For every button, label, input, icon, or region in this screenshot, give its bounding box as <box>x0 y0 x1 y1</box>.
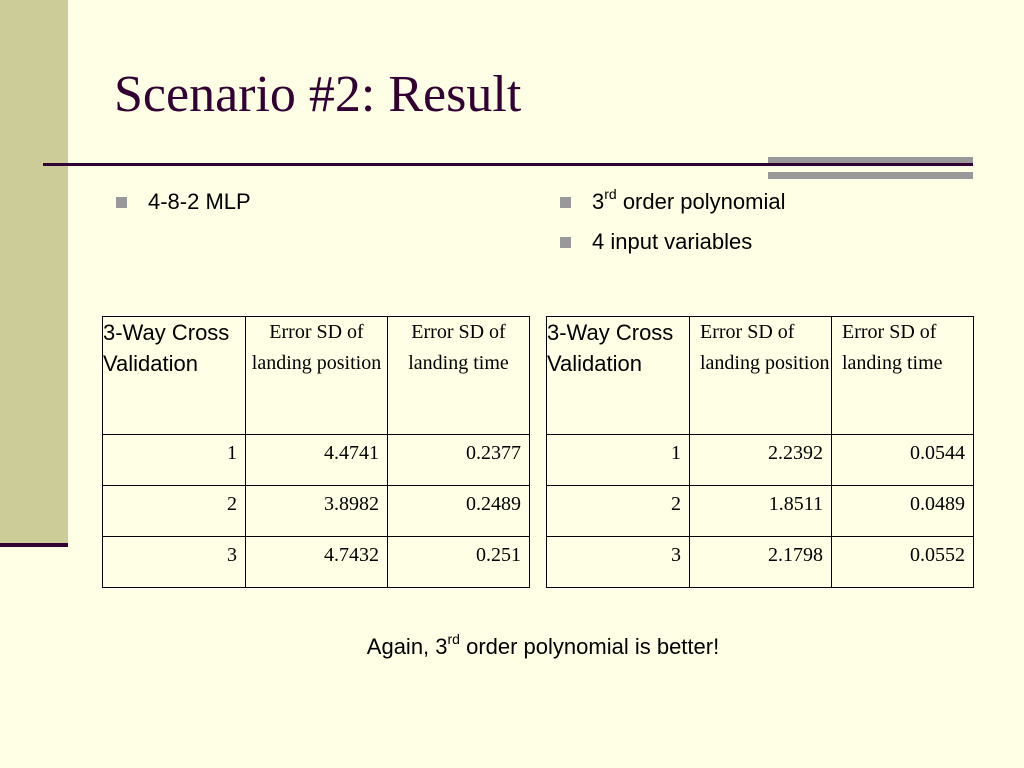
table-row <box>103 486 530 537</box>
slide-title: Scenario #2: Result <box>114 66 522 123</box>
table-cell: 0.2377 <box>388 435 530 486</box>
column-header: 3-Way Cross Validation <box>547 317 690 435</box>
right-bullet-list <box>558 182 785 262</box>
table-cell: 3.8982 <box>246 486 388 537</box>
bullet-item <box>114 182 251 222</box>
table-cell: 2.1798 <box>690 537 832 588</box>
table-row <box>547 537 974 588</box>
side-accent-underline <box>0 543 68 547</box>
table-cell: 1 <box>547 435 690 486</box>
table-row <box>547 435 974 486</box>
table-cell: 0.251 <box>388 537 530 588</box>
table-cell: 0.0489 <box>832 486 974 537</box>
table-cell: 3 <box>547 537 690 588</box>
table-cell: 2 <box>103 486 246 537</box>
table-row <box>103 537 530 588</box>
title-rule-accent-bottom <box>768 172 973 179</box>
bullet-item <box>558 222 785 262</box>
column-header: Error SD of landing position <box>690 317 832 435</box>
column-header: Error SD of landing time <box>832 317 974 435</box>
table-row <box>103 435 530 486</box>
bullet-item <box>558 182 785 222</box>
column-header: Error SD of landing time <box>388 317 530 435</box>
table-header-row <box>547 317 974 435</box>
table-cell: 2 <box>547 486 690 537</box>
column-header: Error SD of landing position <box>246 317 388 435</box>
square-bullet-icon <box>116 197 127 208</box>
table-row <box>547 486 974 537</box>
table-cell: 4.7432 <box>246 537 388 588</box>
square-bullet-icon <box>560 197 571 208</box>
square-bullet-icon <box>560 237 571 248</box>
table-cell: 1.8511 <box>690 486 832 537</box>
table-cell: 1 <box>103 435 246 486</box>
bullet-text: 3rd order polynomial <box>592 185 786 214</box>
table-cell: 0.0552 <box>832 537 974 588</box>
table-header-row <box>103 317 530 435</box>
table-cell: 2.2392 <box>690 435 832 486</box>
column-header: 3-Way Cross Validation <box>103 317 246 435</box>
table-cell: 3 <box>103 537 246 588</box>
mlp-results-table <box>102 316 530 588</box>
bullet-text: 4 input variables <box>592 229 753 254</box>
conclusion-text: Again, 3rd order polynomial is better! <box>366 630 720 659</box>
side-accent-bar <box>0 0 68 543</box>
table-cell: 4.4741 <box>246 435 388 486</box>
left-bullet-list <box>114 182 251 222</box>
polynomial-results-table <box>546 316 974 588</box>
title-rule <box>43 163 973 166</box>
table-cell: 0.0544 <box>832 435 974 486</box>
table-cell: 0.2489 <box>388 486 530 537</box>
bullet-text: 4-8-2 MLP <box>148 189 251 214</box>
